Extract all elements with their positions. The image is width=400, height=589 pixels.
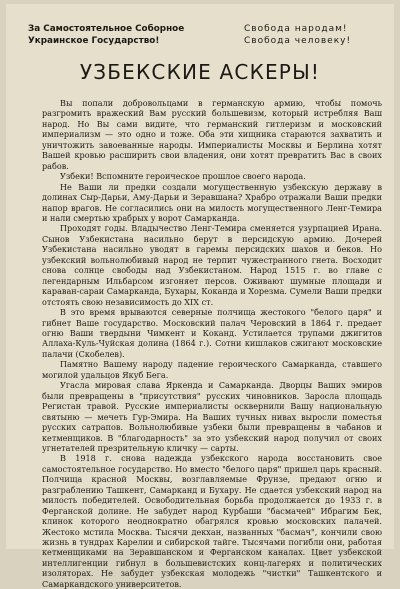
slogan-left: [28, 24, 228, 47]
body-text: [42, 98, 382, 589]
paragraph: Проходят годы. Владычество Ленг-Темира сменяется узурпацией Ирана. Сынов Узбекистана насильно берут в персидскую армию. Дочерей Узбекистана насильно уводят в гаремы персидских шахов и беков. Но узбекский вольнолюбивый народ не терпит чужестранного гнета. Восходит снова солнце свободы над Узбекистаном. Народ 1515 г. во главе с легендарным Ильбарсом изгоняет персов. Оживают шумные площади и караван-сараи Самарканда, Бухары, Коканда и Хорезма. Сумели Ваши предки отстоять свою независимость до XIX ст.: [42, 223, 382, 307]
paragraph: В 1918 г. снова надежда узбекского народа восстановить свое самостоятельное государство. Но вместо "белого царя" пришел царь красный. Полчища красной Москвы, возглавляемые Фрунзе, предают огню и разграблению Ташкент, Самарканд и Бухару. Не сдается узбекский народ на милость победителей. Освободительная борьба продолжается до 1933 г. в Ферганской долине. Не забудет народ Курбаши "басмачей" Ибрагим Бек, клинок которого неоднократно обагрялся кровью московских палачей. Жестоко мстила Москва. Тысячи декхан, названных "басмач", кончили свою жизнь в тундрах Карелии и сибирской тайге. Тысячами погибли они, работая кетменщиками на Зеравшанском и Ферганском каналах. Цвет узбекской интеллигенции гибнул в большевистских конц-лагерях и политических изоляторах. Не забудет узбекская молодежь "чистки" Ташкентского и Самаркандского университетов.: [42, 453, 382, 589]
paragraph: Угасла мировая слава Яркенда и Самарканда. Дворцы Ваших эмиров были превращены в "присутствия" русских чиновников. Заросла площадь Регистан травой. Русские империалисты осквернили Вашу национальную святыню — мечеть Гур-Эмира. На Ваших тучных нивах выросли поместья русских сатрапов. Вольнолюбивые узбеки были превращены в чабанов и кетменщиков. В "благодарность" за это узбекский народ получил от своих угнетателей презрительную кличку — сарты.: [42, 380, 382, 453]
slogan-left-line: Украинское Государство!: [28, 35, 160, 46]
slogan-left-line: За Самостоятельное Соборное: [28, 24, 185, 34]
slogan-right-line: Свобода народам!: [244, 24, 348, 34]
slogan-right: [244, 24, 384, 47]
header-slogans: [28, 24, 384, 54]
paragraph: Памятно Вашему народу падение героического Самарканда, ставшего могилой удальцов Якуб Бега.: [42, 359, 382, 380]
paragraph: Вы попали добровольцами в германскую армию, чтобы помочь разгромить вражеский Вам русский большевизм, который истребляя Ваш народ. Но Вы сами видите, что германский гитлеризм и московский империализм — это одно и тоже. Оба эти хищника стараются захватить и уничтожить завоеванные народы. Империалисты Москвы и Берлина хотят Вашей кровью расширить свои владения, они хотят превратить Вас в своих рабов.: [42, 98, 382, 171]
paragraph: Не Ваши ли предки создали могущественную узбекскую державу в долинах Сыр-Дарьи, Аму-Дарьи и Зеравшана? Храбро отражали Ваши предки напор врагов. Не согласились они на милость могущественного Ленг-Темира и нали смертью храбрых у ворот Самарканда.: [42, 181, 382, 223]
paragraph: В это время врываются северные полчища жестокого "белого царя" и гибнет Ваше государство. Московский палач Черовский в 1864 г. предает огню Ваши твердыни Чимкент и Коканд. Устилается трупами джигитов Аллаха-Куль-Чуйская долина (1864 г.). Сотни кишлаков сжигают московские палачи (Скобелев).: [42, 307, 382, 359]
slogan-right-line: Свобода человеку!: [244, 35, 352, 46]
leaflet-title: УЗБЕКСКИЕ АСКЕРЫ!: [79, 60, 321, 84]
paragraph: Узбеки! Вспомните героическое прошлое своего народа.: [60, 171, 306, 182]
